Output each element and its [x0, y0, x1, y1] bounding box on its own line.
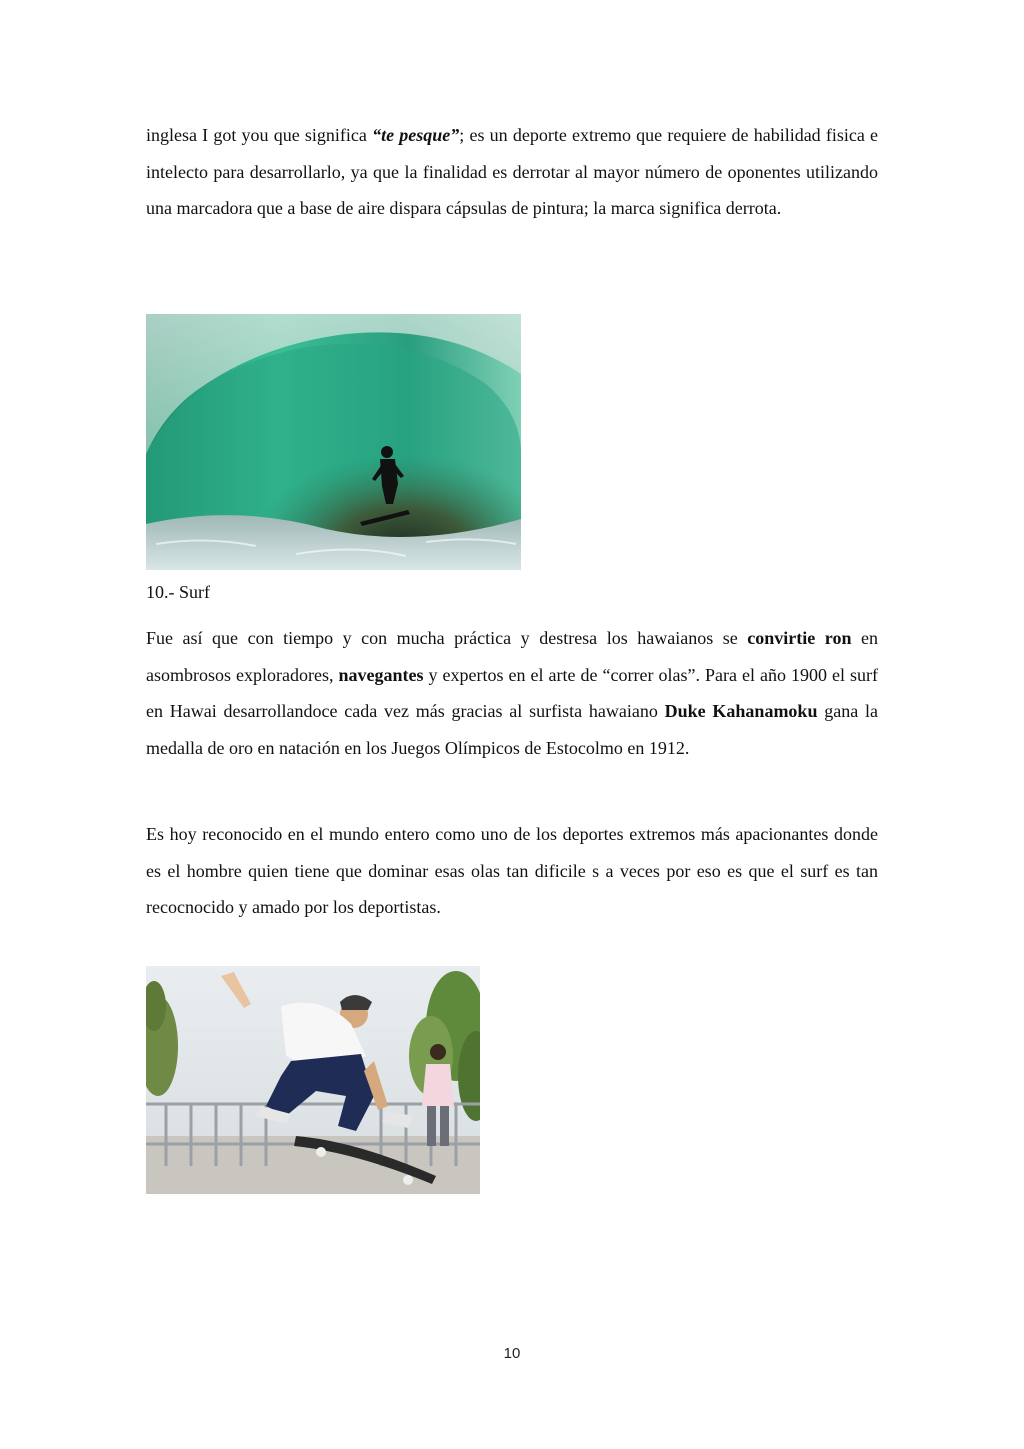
- image-caption: 10.- Surf: [146, 582, 210, 602]
- paragraph-text: habilidad fisica e intelecto para desarrollarlo, ya que la finalidad es derrotar al mayor número de oponentes utilizando una marcadora que a base de aire dispara cápsulas de pintura; la marca significa derrota.: [146, 125, 879, 219]
- paragraph-last-line: por eso es que el surf es tan recocnocido y amado por los deportistas.: [146, 860, 878, 918]
- paragraph-text: inglesa I got you que significa: [146, 125, 373, 145]
- bold-name: Duke Kahanamoku: [664, 701, 818, 722]
- paragraph-paintball: [146, 117, 878, 227]
- paragraph-text: en asombrosos exploradores,: [146, 628, 878, 685]
- paragraph-surf-history: [146, 620, 878, 766]
- skateboard-photo: [146, 966, 480, 1194]
- page-number: 10: [503, 1345, 521, 1362]
- paragraph-text: ; es un deporte extremo que requiere de: [459, 125, 749, 145]
- paragraph-text: Es hoy reconocido en el mundo entero como uno de los deportes extremos más apacionantes donde es el hombre quien tiene que dominar esas olas tan dificile s a veces: [146, 824, 878, 881]
- paragraph-text: y expertos en el arte de “correr olas”. Para el año 1900 el surf en Hawai desarrollandoce cada vez más gracias al surfista hawaiano: [146, 664, 878, 722]
- bold-term: convirtie ron: [747, 628, 852, 648]
- paragraph-text: Fue así que con tiempo y con mucha práctica y destresa los hawaianos se: [146, 628, 748, 648]
- surf-wave-photo: [146, 314, 521, 570]
- paragraph-surf-today: [146, 816, 878, 926]
- quoted-phrase: “te pesque”: [372, 125, 460, 145]
- bold-term: navegantes: [338, 664, 424, 685]
- paragraph-text: gana la medalla de oro en natación en los Juegos Olímpicos de Estocolmo en 1912.: [146, 701, 879, 758]
